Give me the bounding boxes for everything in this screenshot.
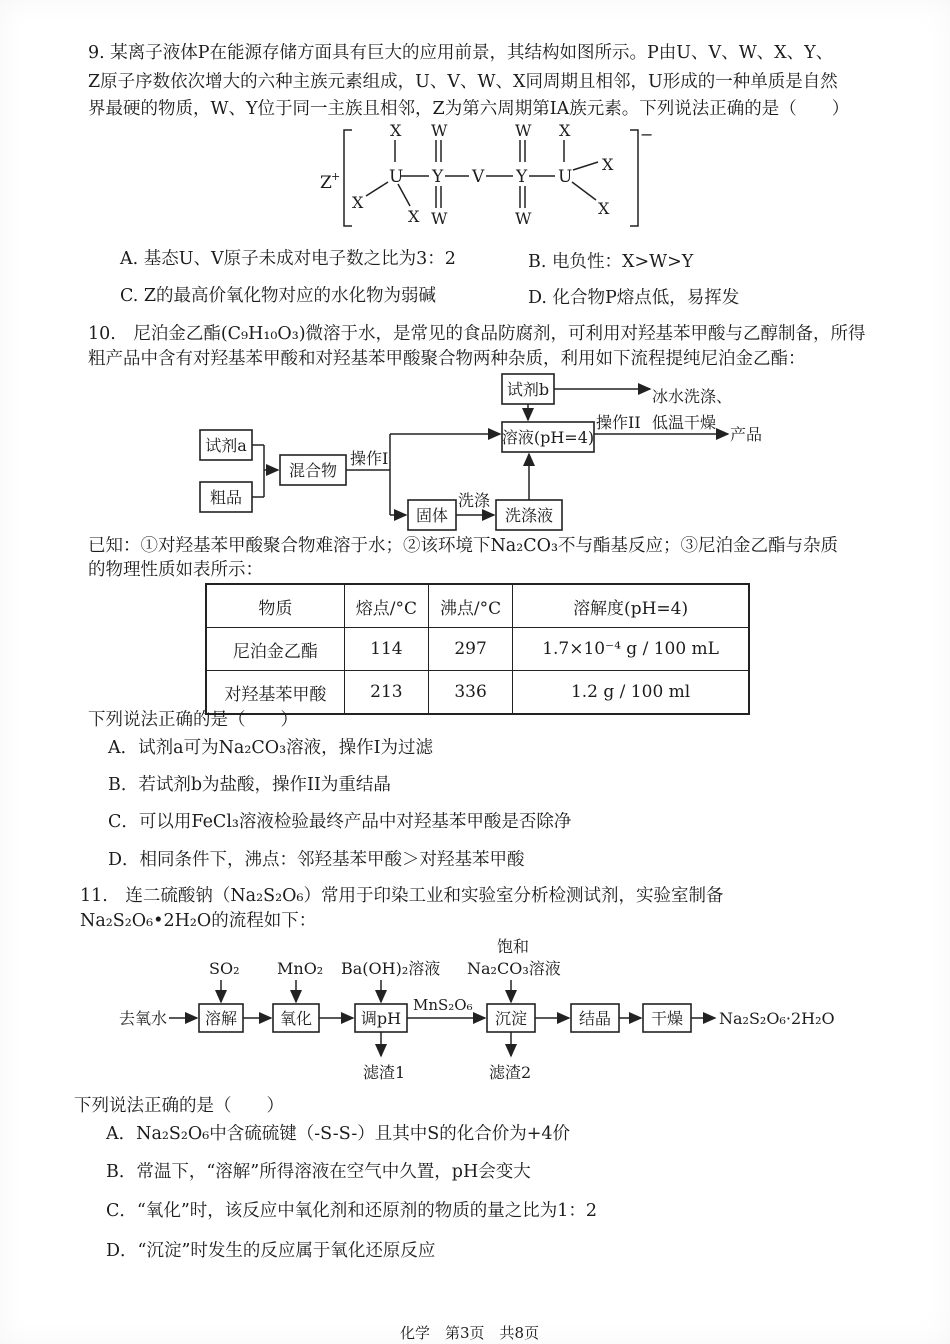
q10-option-c: C．可以用FeCl₃溶液检验最终产品中对羟基苯甲酸是否除净 bbox=[108, 812, 572, 832]
q11-flow-diagram bbox=[115, 932, 835, 1092]
atom-w-bottom-right: W bbox=[515, 209, 532, 228]
atom-w-bottom-left: W bbox=[431, 209, 448, 228]
table-cell: 114 bbox=[344, 628, 428, 671]
q10-option-d: D．相同条件下，沸点：邻羟基苯甲酸＞对羟基苯甲酸 bbox=[108, 850, 525, 870]
solid-label: 固体 bbox=[415, 506, 449, 525]
op2-label: 操作II bbox=[596, 413, 641, 432]
q11-stem-line-2: Na₂S₂O₆•2H₂O的流程如下： bbox=[80, 911, 317, 931]
atom-y-right: Y bbox=[516, 167, 528, 187]
right-bracket bbox=[630, 130, 638, 226]
cation-label: Z bbox=[320, 173, 332, 193]
wash-liquid-label: 洗涤液 bbox=[504, 506, 554, 525]
input-na2co3-line-1: 饱和 bbox=[497, 937, 530, 956]
input-mno2: MnO₂ bbox=[277, 959, 324, 978]
left-bracket bbox=[344, 130, 352, 226]
atom-w-top-left: W bbox=[431, 121, 448, 140]
table-row bbox=[206, 628, 749, 671]
table-header-cell: 溶解度(pH=4) bbox=[513, 584, 749, 628]
q11-option-c: C．“氧化”时，该反应中氧化剂和还原剂的物质的量之比为1：2 bbox=[106, 1201, 598, 1221]
table-header-cell: 熔点/°C bbox=[344, 584, 428, 628]
q9-stem-line-3: 界最硬的物质，W、Y位于同一主族且相邻，Z为第六周期第IA族元素。下列说法正确的是（ ） bbox=[88, 99, 850, 119]
atom-x-top-right: X bbox=[559, 121, 571, 140]
input-baoh2: Ba(OH)₂溶液 bbox=[341, 959, 441, 978]
wash-dry-label-1: 冰水洗涤、 bbox=[652, 387, 733, 406]
q9-stem-line-1: 9. 某离子液体P在能源存储方面具有巨大的应用前景，其结构如图所示。P由U、V、W、X、Y、 bbox=[88, 43, 834, 63]
reagent-b-label: 试剂b bbox=[506, 380, 550, 399]
anion-charge: − bbox=[640, 125, 654, 144]
q10-stem-line-2: 粗产品中含有对羟基苯甲酸和对羟基苯甲酸聚合物两种杂质，利用如下流程提纯尼泊金乙酯： bbox=[88, 349, 806, 369]
atom-x-bottom-left: X bbox=[408, 207, 420, 226]
atom-x-upper-right: X bbox=[602, 155, 614, 174]
solution-label: 溶液(pH=4) bbox=[501, 428, 595, 447]
q11-prompt: 下列说法正确的是（ ） bbox=[74, 1096, 284, 1116]
atom-u-right: U bbox=[558, 167, 573, 187]
cation-charge: + bbox=[331, 170, 341, 183]
reagent-a-label: 试剂a bbox=[205, 436, 247, 455]
residue-1: 滤渣1 bbox=[363, 1063, 406, 1082]
q10-known-line-1: 已知：①对羟基苯甲酸聚合物难溶于水；②该环境下Na₂CO₃不与酯基反应；③尼泊金乙酯与杂质 bbox=[88, 536, 839, 556]
q9-option-a: A. 基态U、V原子未成对电子数之比为3：2 bbox=[120, 249, 456, 269]
atom-w-top-right: W bbox=[515, 121, 532, 140]
table-header-cell: 物质 bbox=[206, 584, 344, 628]
product-label: 产品 bbox=[730, 425, 763, 444]
op1-label: 操作I bbox=[350, 449, 389, 468]
q10-properties-table bbox=[205, 583, 750, 715]
atom-x-lower-left: X bbox=[352, 193, 364, 212]
step-adjust-ph: 调pH bbox=[360, 1009, 402, 1028]
input-so2: SO₂ bbox=[209, 959, 240, 978]
table-cell: 297 bbox=[428, 628, 512, 671]
q10-known-line-2: 的物理性质如表所示： bbox=[88, 560, 263, 580]
end-product-label: Na₂S₂O₆·2H₂O bbox=[719, 1009, 835, 1028]
residue-2: 滤渣2 bbox=[489, 1063, 532, 1082]
start-label: 去氧水 bbox=[119, 1009, 168, 1028]
atom-x-top-left: X bbox=[390, 121, 402, 140]
table-cell: 213 bbox=[344, 671, 428, 715]
mixture-label: 混合物 bbox=[288, 461, 338, 480]
q10-prompt: 下列说法正确的是（ ） bbox=[88, 710, 298, 730]
q11-option-d: D．“沉淀”时发生的反应属于氧化还原反应 bbox=[106, 1241, 436, 1261]
page-footer: 化学 第3页 共8页 bbox=[400, 1324, 540, 1342]
q10-flow-diagram bbox=[190, 372, 810, 532]
q10-stem-line-1: 10. 尼泊金乙酯(C₉H₁₀O₃)微溶于水，是常见的食品防腐剂，可利用对羟基苯甲酸与乙醇制备，所得 bbox=[88, 324, 866, 344]
step-precipitate: 沉淀 bbox=[494, 1009, 528, 1028]
table-cell: 对羟基苯甲酸 bbox=[206, 671, 344, 715]
atom-u-left: U bbox=[389, 167, 404, 187]
crude-label: 粗品 bbox=[209, 488, 243, 507]
table-header-cell: 沸点/°C bbox=[428, 584, 512, 628]
step-dissolve: 溶解 bbox=[204, 1009, 238, 1028]
q10-option-a: A．试剂a可为Na₂CO₃溶液，操作I为过滤 bbox=[108, 738, 433, 758]
input-na2co3-line-2: Na₂CO₃溶液 bbox=[467, 959, 561, 978]
q9-structure-diagram bbox=[300, 118, 660, 238]
table-cell: 1.2 g / 100 ml bbox=[513, 671, 749, 715]
q9-stem-line-2: Z原子序数依次增大的六种主族元素组成，U、V、W、X同周期且相邻，U形成的一种单质是自然 bbox=[88, 72, 838, 92]
table-cell: 336 bbox=[428, 671, 512, 715]
atom-y-left: Y bbox=[432, 167, 444, 187]
q9-option-d: D. 化合物P熔点低，易挥发 bbox=[528, 288, 740, 308]
table-header-row bbox=[206, 584, 749, 628]
q10-option-b: B．若试剂b为盐酸，操作II为重结晶 bbox=[108, 775, 391, 795]
step-crystallize: 结晶 bbox=[578, 1009, 612, 1028]
step-dry: 干燥 bbox=[650, 1009, 684, 1028]
atom-v: V bbox=[472, 167, 485, 187]
table-cell: 尼泊金乙酯 bbox=[206, 628, 344, 671]
table-cell: 1.7×10⁻⁴ g / 100 mL bbox=[513, 628, 749, 671]
q9-option-b: B. 电负性：X>W>Y bbox=[528, 252, 694, 272]
atom-x-lower-right: X bbox=[598, 199, 610, 218]
wash-dry-label-2: 低温干燥 bbox=[652, 413, 717, 432]
q11-option-b: B．常温下，“溶解”所得溶液在空气中久置，pH会变大 bbox=[106, 1162, 531, 1182]
q9-option-c: C. Z的最高价氧化物对应的水化物为弱碱 bbox=[120, 286, 437, 306]
step-oxidize: 氧化 bbox=[279, 1009, 313, 1028]
mns2o6-label: MnS₂O₆ bbox=[413, 996, 473, 1014]
q11-stem-line-1: 11. 连二硫酸钠（Na₂S₂O₆）常用于印染工业和实验室分析检测试剂，实验室制备 bbox=[80, 886, 724, 906]
wash-label: 洗涤 bbox=[458, 491, 491, 510]
q11-option-a: A．Na₂S₂O₆中含硫硫键（-S-S-）且其中S的化合价为+4价 bbox=[106, 1124, 571, 1144]
